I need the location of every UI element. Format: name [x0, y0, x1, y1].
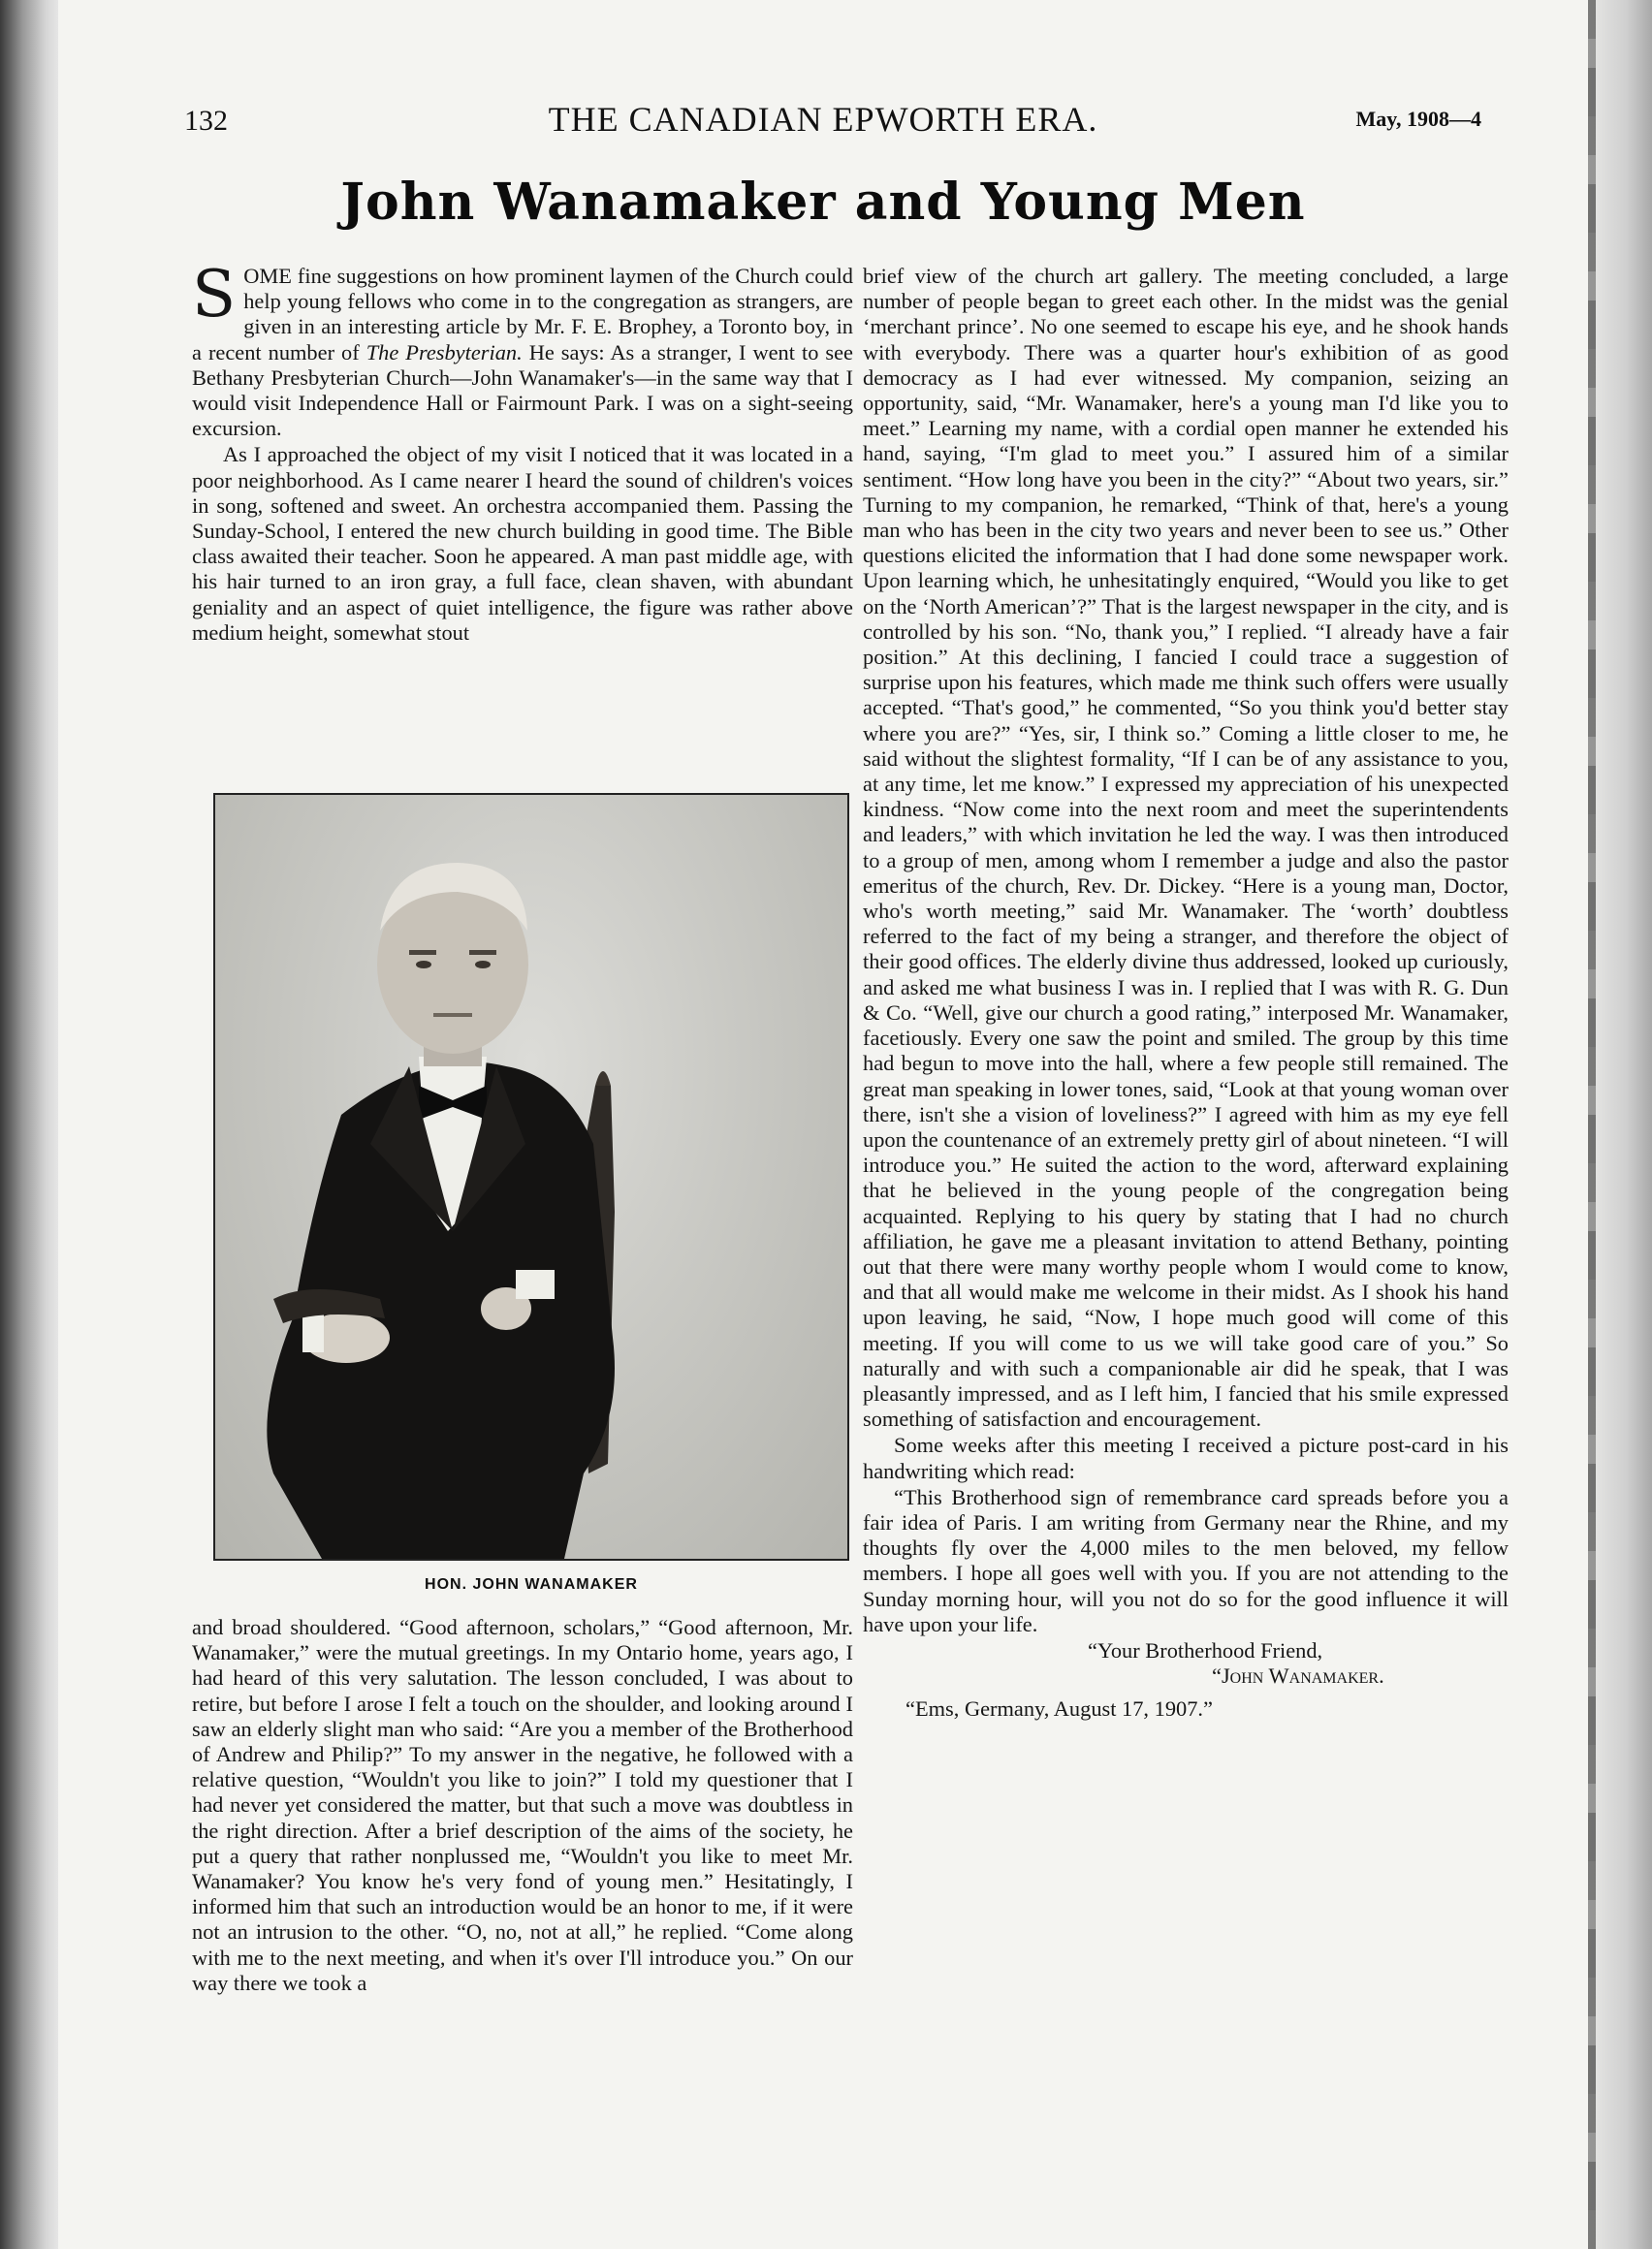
issue-date: May, 1908—4	[1355, 107, 1481, 131]
page-number: 132	[184, 105, 228, 137]
column-2	[863, 264, 1509, 1723]
paragraph: Some weeks after this meeting I received a picture post-card in his handwriting which read:	[863, 1433, 1509, 1483]
quoted-postcard: “This Brotherhood sign of remembrance card spreads before you a fair idea of Paris. I am writing from Germany near the Rhine, and my thoughts fly over the 4,000 miles to the men beloved, my fellow members. I hope all goes well with you. If you are not attending to the Sunday morning hour, will you not do so for the good influence it will have upon your life.	[863, 1484, 1509, 1636]
paragraph: As I approached the object of my visit I noticed that it was located in a poor neighborhood. As I came nearer I heard the sound of children's voices in song, softened and sweet. An orchestra accompanied them. Passing the Sunday-School, I entered the new church building in good time. The Bible class awaited their teacher. Soon he appeared. A man past middle age, with his hair turned to an iron gray, a full face, clean shaven, with abundant geniality and an aspect of quiet intelligence, the figure was rather above medium height, somewhat stout	[192, 442, 853, 645]
portrait-illustration	[215, 795, 847, 1559]
dateline: “Ems, Germany, August 17, 1907.”	[905, 1696, 1213, 1722]
paragraph: and broad shouldered. “Good afternoon, scholars,” “Good afternoon, Mr. Wanamaker,” were the mutual greetings. In my Ontario home, years ago, I had heard of this very salutation. The lesson concluded, I was about to retire, but before I arose I felt a touch on the shoulder, and looking around I saw an elderly slight man who said: “Are you a member of the Brotherhood of Andrew and Philip?” To my answer in the negative, he followed with a relative question, “Wouldn't you like to join?” I told my questioner that I had never yet considered the matter, but that such a move was doubtless in the right direction. After a brief description of the aims of the society, he put a query that rather nonplussed me, “Wouldn't you like to meet Mr. Wanamaker? You know he's very fond of young men.” Hesitatingly, I informed him that such an introduction would be an honor to me, if it were not an intrusion to the other. “O, no, not at all,” he replied. “Come along with me to the next meeting, and when it's over I'll introduce you.” On our way there we took a	[192, 1615, 853, 1995]
paragraph: brief view of the church art gallery. The meeting concluded, a large number of people began to greet each other. In the midst was the genial ‘merchant prince’. No one seemed to escape his eye, and he shook hands with everybody. There was a quarter hour's exhibition of as good democracy as I had ever witnessed. My companion, seizing an opportunity, said, “Mr. Wanamaker, here's a young man I'd like you to meet.” Learning my name, with a cordial open manner he extended his hand, saying, “I'm glad to meet you.” I assured him of a similar sentiment. “How long have you been in the city?” “About two years, sir.” Turning to my companion, he remarked, “Think of that, here's a young man who has been in the city two years and never been to see us.” Other questions elicited the information that I had done some newspaper work. Upon learning which, he unhesitatingly enquired, “Would you like to get on the ‘North American’?” That is the largest newspaper in the city, and is controlled by his son. “No, thank you,” I replied. “I already have a fair position.” At this declining, I fancied I could trace a suggestion of surprise upon his features, which made me think such offers were usually accepted. “That's good,” he commented, “So you think you'd better stay where you are?” “Yes, sir, I think so.” Coming a little closer to me, he said without the slightest formality, “If I can be of any assistance to you, at any time, let me know.” I expressed my appreciation of his unexpected kindness. “Now come into the next room and meet the superintendents and leaders,” with which invitation he led the way. I was then introduced to a group of men, among whom I remember a judge and also the pastor emeritus of the church, Rev. Dr. Dickey. “Here is a young man, Doctor, who's worth meeting,” said Mr. Wanamaker. The ‘worth’ doubtless referred to the fact of my being a stranger, and therefore the object of their good offices. The elderly divine thus addressed, looked up curiously, and asked me what business I was in. I replied that I was with R. G. Dun & Co. “Well, give our church a good rating,” interposed Mr. Wanamaker, facetiously. Every one saw the point and smiled. The group by this time had begun to move into the hall, where a few people still remained. The great man speaking in lower tones, said, “Look at that young woman over there, isn't she a vision of loveliness?” I agreed with him as my eye fell upon the countenance of an extremely pretty girl of about nineteen. “I will introduce you.” He suited the action to the word, afterward explaining that he believed in the young people of the congregation being acquainted. Replying to his query by stating that I had no church affiliation, he gave me a pleasant invitation to attend Bethany, pointing out that there were many worthy people whom I would come to know, and that all would make me welcome in their midst. As I shook his hand upon leaving, he said, “Now, I hope much good will come of this meeting. If you will come to us we will take good care of you.” So naturally and with such a companionable air did he speak, that I was pleasantly impressed, and as I left him, I fancied that his smile expressed something of satisfaction and encouragement.	[863, 264, 1509, 1432]
column-1-bottom	[192, 1615, 853, 1997]
book-binding	[0, 0, 66, 2249]
photo-caption: HON. JOHN WANAMAKER	[425, 1576, 638, 1593]
signature: “John Wanamaker.	[1212, 1663, 1384, 1689]
signoff: “Your Brotherhood Friend,	[1088, 1637, 1323, 1663]
running-header	[58, 95, 1588, 139]
article-title: John Wanamaker and Young Men	[340, 173, 1306, 232]
publication-name: The Presbyterian.	[365, 339, 523, 364]
drop-cap: S	[192, 257, 237, 332]
magazine-title: THE CANADIAN EPWORTH ERA.	[548, 100, 1098, 139]
scan-edge-artifact	[1588, 0, 1596, 2249]
facing-page-edge	[1588, 0, 1652, 2249]
column-1-top	[192, 257, 853, 647]
portrait-photo	[213, 793, 849, 1561]
paragraph: SOME fine suggestions on how prominent laymen of the Church could help young fellows who come in to the congregation as strangers, are given in an interesting article by Mr. F. E. Brophey, a Toronto boy, in a recent number of The Presbyterian. He says: As a stranger, I went to see Bethany Presbyterian Church—John Wanamaker's—in the same way that I would visit Independence Hall or Fairmount Park. I was on a sight-seeing excursion.	[192, 257, 853, 441]
magazine-page	[58, 0, 1588, 2249]
